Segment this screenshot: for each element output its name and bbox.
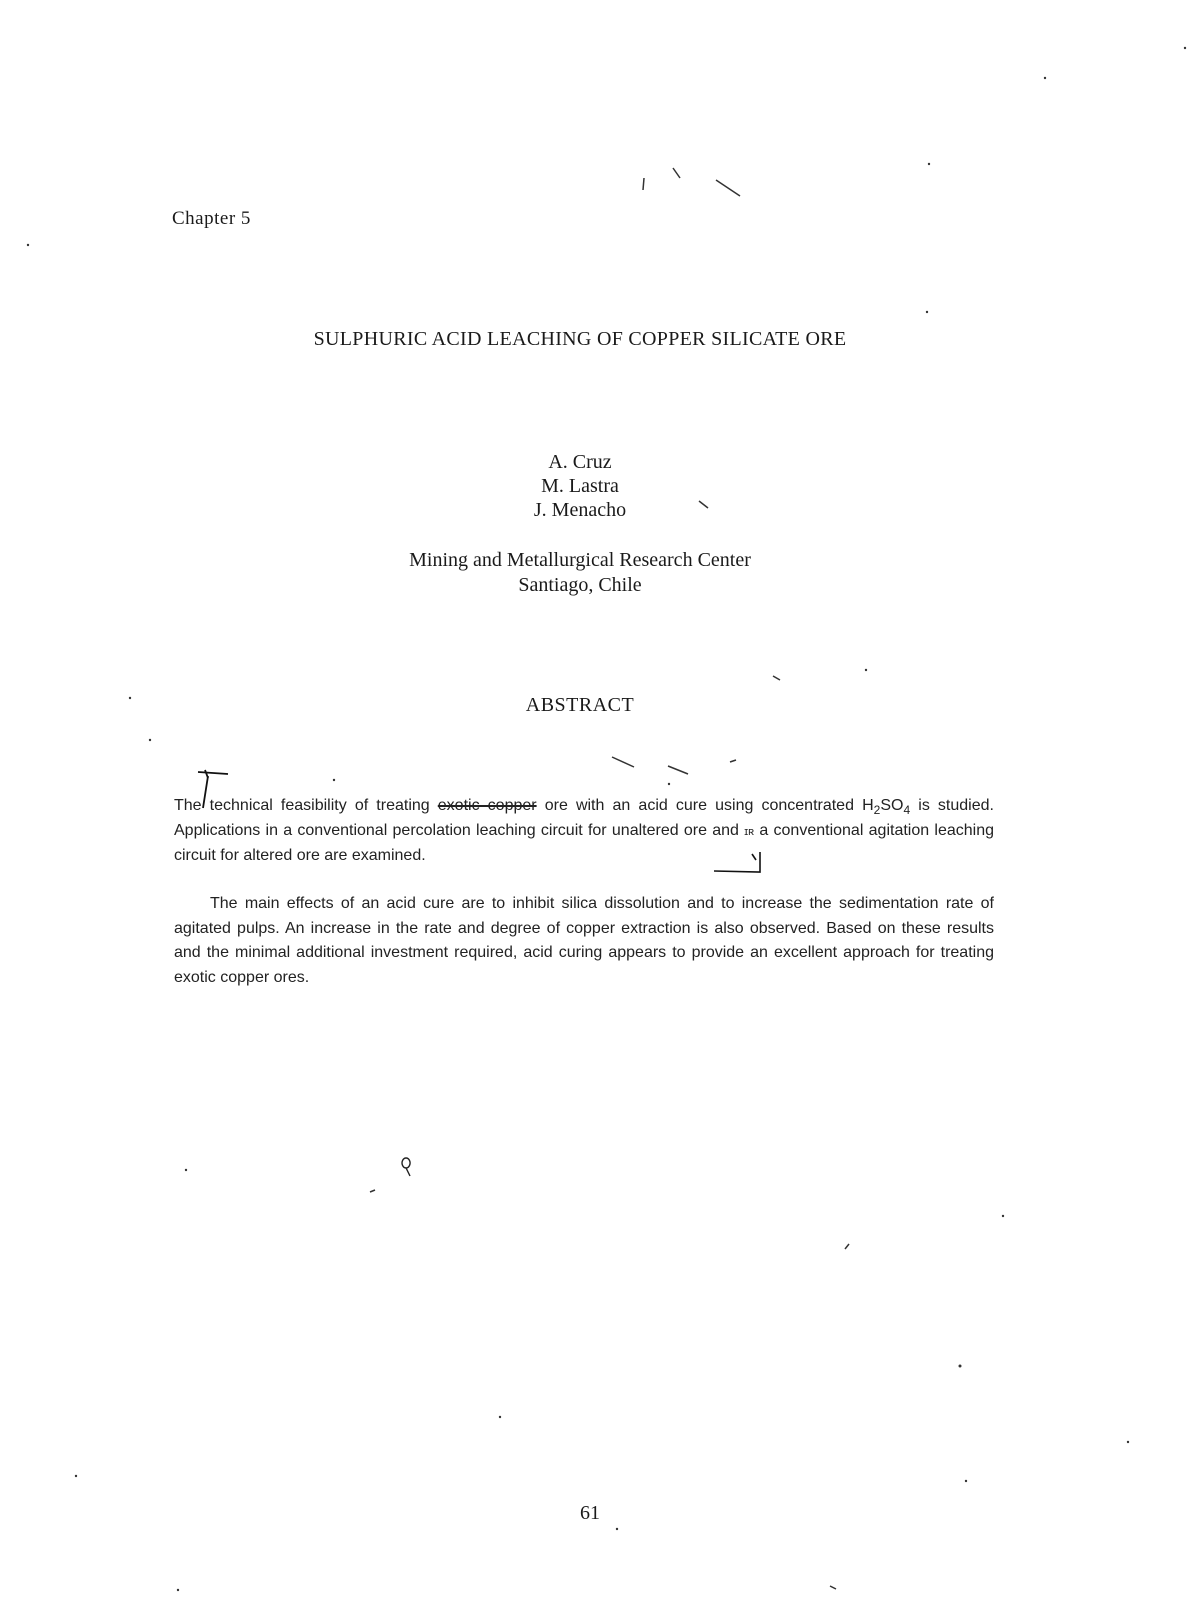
edit-mark: ɪʀ: [744, 825, 755, 838]
author-name: M. Lastra: [541, 475, 619, 497]
paragraph-text: ore with an acid cure using concentrated: [544, 797, 854, 814]
speck-mark: [730, 760, 736, 762]
paragraph-text: a conventional agitation leaching circuit for altered ore are examined.: [174, 821, 994, 864]
abstract-heading: ABSTRACT: [525, 694, 635, 716]
abstract-paragraph: [174, 794, 994, 869]
speck-mark: [402, 1158, 410, 1176]
speck-mark: [716, 180, 740, 196]
abstract-paragraph: [174, 892, 994, 990]
speck-mark: [370, 1190, 375, 1192]
formula-part: SO: [880, 797, 904, 814]
chapter-label: Chapter 5: [172, 208, 251, 229]
speck-mark: [668, 766, 688, 774]
struck-text: exotic copper: [437, 797, 537, 814]
page-number: 61: [580, 1502, 600, 1524]
speck-mark: [612, 757, 634, 767]
affiliation: [0, 548, 1160, 598]
formula-subscript: 2: [873, 803, 881, 817]
speck-mark: [830, 1586, 836, 1589]
speck-mark: [773, 676, 780, 680]
paragraph-text: The technical feasibility of treating: [174, 797, 430, 814]
chemical-formula: [862, 797, 911, 817]
paragraph-text: is studied. Applications in a conventional percolation leaching circuit for unaltered ore and: [174, 797, 994, 839]
author-name: A. Cruz: [548, 451, 612, 473]
paragraph-text: The main effects of an acid cure are to inhibit silica dissolution and to increase the sedimentation rate of agitated pulps. An increase in the rate and degree of copper extraction is also observed. Based on these results and the minimal additional investment required, acid curing appears to provide an excellent approach for treating exotic copper ores.: [174, 895, 994, 986]
formula-subscript: 4: [903, 803, 911, 817]
speck-mark: [845, 1244, 849, 1249]
author-name: J. Menacho: [533, 499, 627, 521]
affiliation-line: Santiago, Chile: [518, 574, 642, 596]
formula-part: H: [862, 797, 874, 814]
page-title: SULPHURIC ACID LEACHING OF COPPER SILICATE ORE: [313, 328, 847, 350]
speck-mark: [673, 168, 680, 178]
affiliation-line: Mining and Metallurgical Research Center: [409, 549, 751, 571]
author-list: [0, 450, 1160, 522]
speck-mark: [643, 178, 644, 190]
